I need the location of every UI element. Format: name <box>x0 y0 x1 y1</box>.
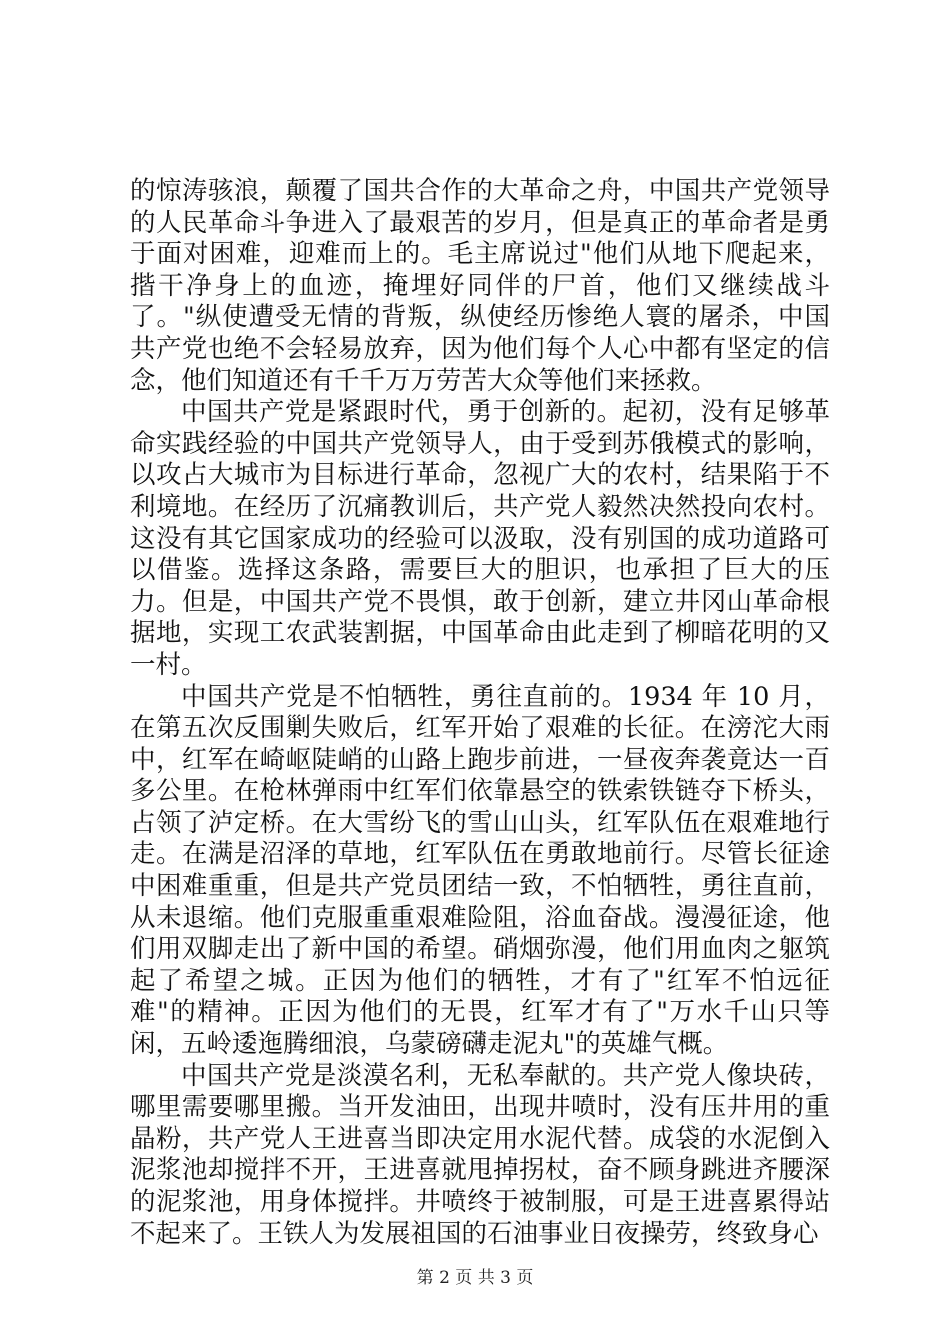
paragraph-continued: 的惊涛骇浪，颠覆了国共合作的大革命之舟，中国共产党领导的人民革命斗争进入了最艰苦的岁月，但是真正的革命者是勇于面对困难，迎难而上的。毛主席说过"他们从地下爬起来，揩干净身上的血迹，掩埋好同伴的尸首，他们又继续战斗了。"纵使遭受无情的背叛，纵使经历惨绝人寰的屠杀，中国共产党也绝不会轻易放弃，因为他们每个人心中都有坚定的信念，他们知道还有千千万万劳苦大众等他们来拯救。 <box>130 176 830 396</box>
paragraph-innovation: 中国共产党是紧跟时代，勇于创新的。起初，没有足够革命实践经验的中国共产党领导人，由于受到苏俄模式的影响，以攻占大城市为目标进行革命，忽视广大的农村，结果陷于不利境地。在经历了沉痛教训后，共产党人毅然决然投向农村。这没有其它国家成功的经验可以汲取，没有别国的成功道路可以借鉴。选择这条路，需要巨大的胆识，也承担了巨大的压力。但是，中国共产党不畏惧，敢于创新，建立井冈山革命根据地，实现工农武装割据，中国革命由此走到了柳暗花明的又一村。 <box>130 397 830 680</box>
paragraph-long-march: 中国共产党是不怕牺牲，勇往直前的。1934 年 10 月，在第五次反围剿失败后，红军开始了艰难的长征。在滂沱大雨中，红军在崎岖陡峭的山路上跑步前进，一昼夜奔袭竟达一百多公里。在枪林弹雨中红军们依靠悬空的铁索铁链夺下桥头，占领了泸定桥。在大雪纷飞的雪山山头，红军队伍在艰难地行走。在满是沼泽的草地，红军队伍在勇敢地前行。尽管长征途中困难重重，但是共产党员团结一致，不怕牺牲，勇往直前，从未退缩。他们克服重重艰难险阻，浴血奋战。漫漫征途，他们用双脚走出了新中国的希望。硝烟弥漫，他们用血肉之躯筑起了希望之城。正因为他们的牺牲，才有了"红军不怕远征难"的精神。正因为他们的无畏，红军才有了"万水千山只等闲，五岭逶迤腾细浪，乌蒙磅礴走泥丸"的英雄气概。 <box>130 681 830 1060</box>
page-number-footer: 第 2 页 共 3 页 <box>416 1268 534 1288</box>
paragraph-dedication: 中国共产党是淡漠名利，无私奉献的。共产党人像块砖，哪里需要哪里搬。当开发油田，出现井喷时，没有压井用的重晶粉，共产党人王进喜当即决定用水泥代替。成袋的水泥倒入泥浆池却搅拌不开，王进喜就甩掉拐杖，奋不顾身跳进齐腰深的泥浆池，用身体搅拌。井喷终于被制服，可是王进喜累得站不起来了。王铁人为发展祖国的石油事业日夜操劳，终致身心 <box>130 1060 830 1249</box>
body-text <box>130 176 830 1250</box>
